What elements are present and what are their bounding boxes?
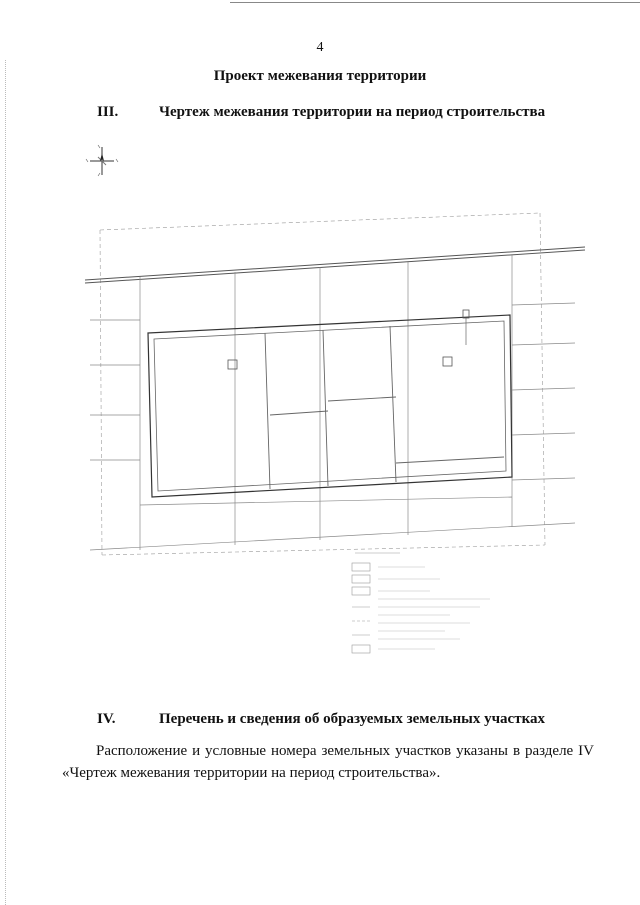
section-4-title: Перечень и сведения об образуемых земельных участках: [159, 711, 545, 727]
page-top-border: [230, 2, 640, 3]
section-3-number: III.: [97, 104, 119, 120]
page-number: 4: [316, 40, 324, 55]
section-4-heading: [97, 711, 597, 731]
drawing-legend: [330, 545, 510, 665]
page-left-border: [5, 60, 7, 905]
section-3-heading: [97, 104, 597, 124]
section-3-title: Чертеж межевания территории на период строительства: [159, 104, 546, 120]
body-paragraph: Расположение и условные номера земельных участков указаны в разделе IV «Чертеж межевания территории на период строительства».: [62, 743, 594, 781]
document-title: Проект межевания территории: [213, 68, 427, 84]
section-4-number: IV.: [97, 711, 116, 727]
compass-icon: [84, 143, 120, 179]
survey-drawing: [80, 205, 600, 560]
